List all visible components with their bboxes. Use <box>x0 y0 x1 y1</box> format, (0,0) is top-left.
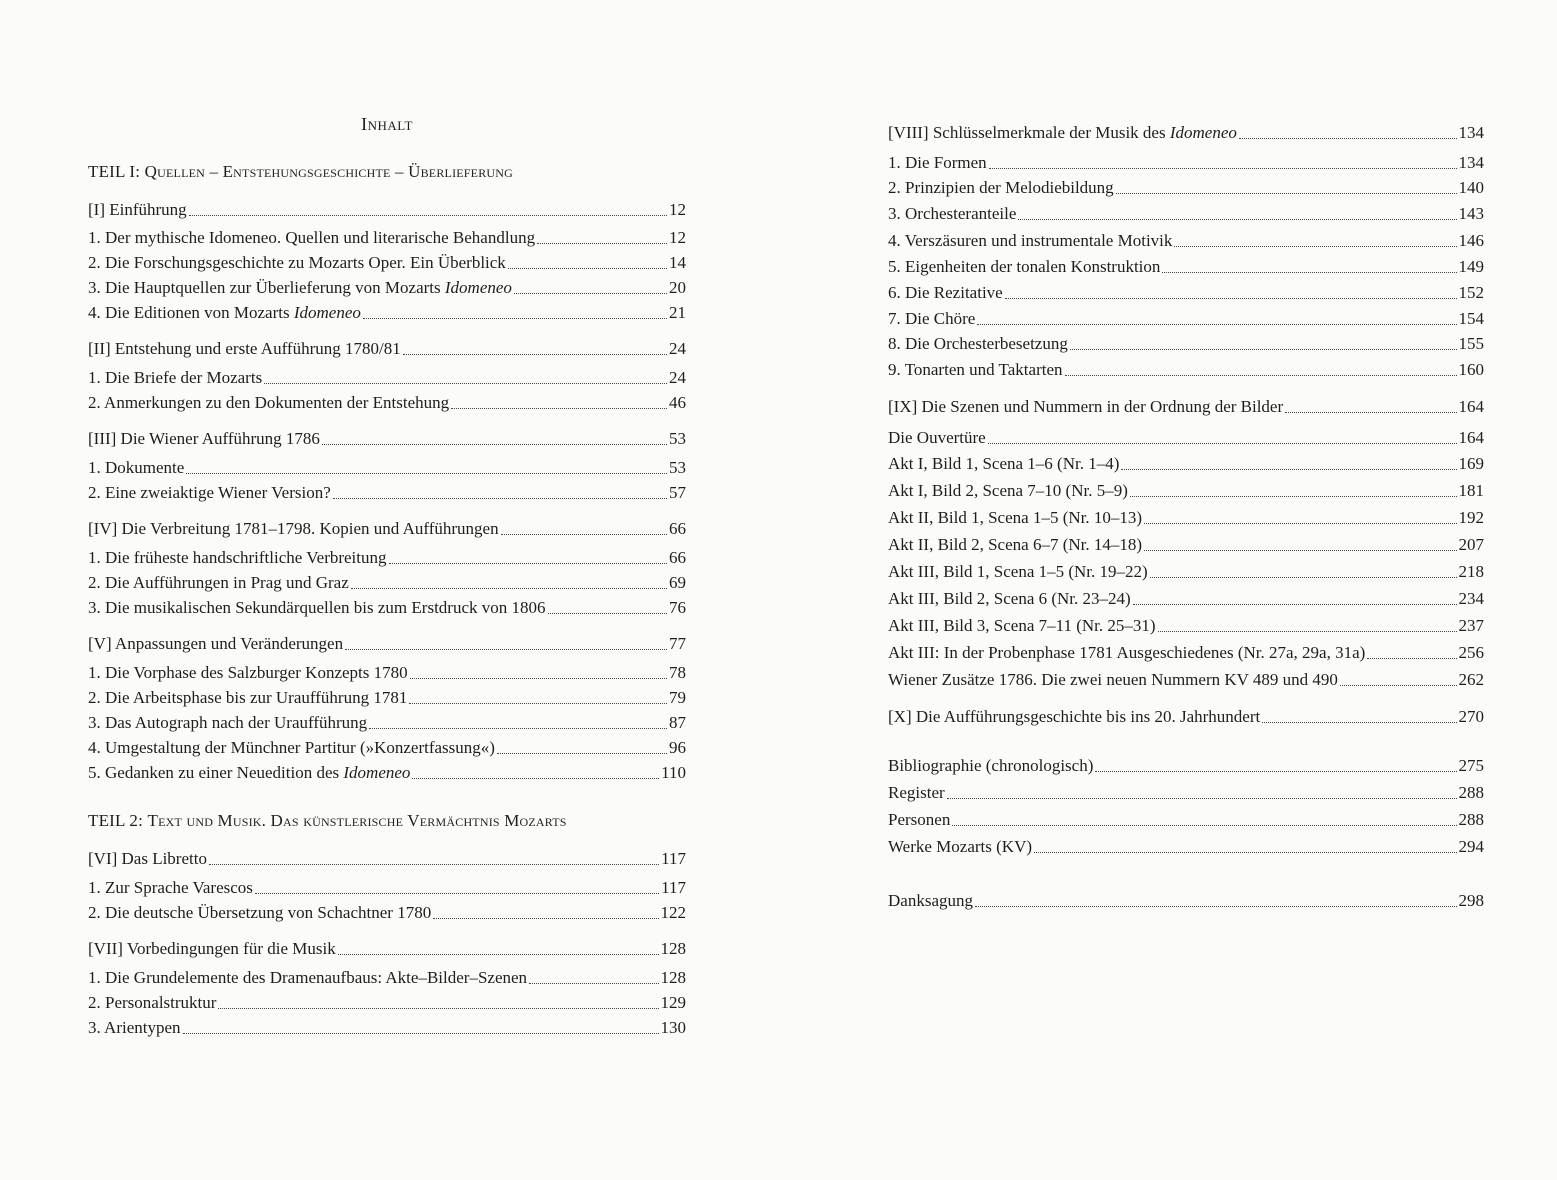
toc-entry-text: 1. Die früheste handschriftliche Verbreitung <box>88 548 387 567</box>
toc-page-number: 21 <box>669 303 686 322</box>
toc-entry <box>88 428 686 450</box>
toc-entry-text: 2. Die Arbeitsphase bis zur Uraufführung 1781 <box>88 688 408 707</box>
toc-entry-text: 2. Personalstruktur <box>88 993 217 1012</box>
toc-entry <box>88 848 686 870</box>
toc-entry <box>88 199 686 221</box>
toc-entry <box>88 712 686 734</box>
toc-entry-text: [V] Anpassungen und Veränderungen <box>88 634 344 653</box>
dot-leader <box>1144 550 1456 551</box>
dot-leader <box>345 649 667 650</box>
dot-leader <box>1158 631 1457 632</box>
toc-entry <box>888 782 1484 804</box>
toc-page-number: 164 <box>1458 397 1484 416</box>
toc-entry <box>888 333 1484 355</box>
toc-page-number: 53 <box>669 458 686 477</box>
toc-entry <box>88 662 686 684</box>
toc-entry <box>888 453 1484 475</box>
dot-leader <box>183 1033 659 1034</box>
toc-page-number: 96 <box>669 738 686 757</box>
toc-entry-title <box>88 252 506 274</box>
toc-entry <box>888 836 1484 858</box>
toc-page-number: 149 <box>1458 257 1484 276</box>
toc-page-number: 262 <box>1458 670 1484 689</box>
toc-entry-text: 1. Die Vorphase des Salzburger Konzepts 1780 <box>88 663 408 682</box>
toc-entry-text: 2. Anmerkungen zu den Dokumenten der Entstehung <box>88 393 450 412</box>
dot-leader <box>514 293 667 294</box>
dot-leader <box>333 498 667 499</box>
toc-entry <box>888 177 1484 199</box>
toc-entry <box>888 588 1484 610</box>
dot-leader <box>1162 272 1456 273</box>
dot-leader <box>1340 685 1457 686</box>
toc-page-number: 164 <box>1458 428 1484 447</box>
toc-entry-title <box>88 712 367 734</box>
dot-leader <box>218 1008 658 1009</box>
part-2-title: Text und Musik. Das künstlerische Vermächtnis Mozarts <box>147 811 567 830</box>
dot-leader <box>189 215 667 216</box>
toc-page-number: 234 <box>1458 589 1484 608</box>
toc-entry-text: [VI] Das Libretto <box>88 849 207 868</box>
toc-entry <box>88 762 686 784</box>
toc-page-number: 57 <box>669 483 686 502</box>
toc-entry <box>88 277 686 299</box>
toc-entry-title <box>88 662 408 684</box>
dot-leader <box>1095 771 1456 772</box>
dot-leader <box>1367 658 1456 659</box>
toc-entry <box>88 572 686 594</box>
toc-entry-text: [IV] Die Verbreitung 1781–1798. Kopien und Aufführungen <box>88 519 499 538</box>
toc-page-number: 76 <box>669 598 686 617</box>
toc-entry <box>88 518 686 540</box>
toc-entry-title <box>888 890 973 912</box>
toc-entry-text: Bibliographie (chronologisch) <box>888 756 1094 775</box>
toc-page-number: 288 <box>1458 810 1484 829</box>
dot-leader <box>1239 138 1457 139</box>
dot-leader <box>1005 298 1457 299</box>
toc-entry <box>888 152 1484 174</box>
part-1-heading <box>88 162 513 182</box>
title-initial: I <box>361 114 368 134</box>
toc-entry <box>888 890 1484 912</box>
toc-page-number: 288 <box>1458 783 1484 802</box>
toc-entry-text: 8. Die Orchesterbesetzung <box>888 334 1068 353</box>
toc-entry <box>88 938 686 960</box>
toc-entry <box>88 992 686 1014</box>
toc-entry-text: 3. Orchesteranteile <box>888 204 1017 223</box>
toc-entry <box>888 615 1484 637</box>
toc-page-number: 12 <box>669 228 686 247</box>
dot-leader <box>186 473 667 474</box>
toc-page-number: 87 <box>669 713 686 732</box>
toc-page-number: 298 <box>1458 891 1484 910</box>
toc-entry-text: 4. Umgestaltung der Münchner Partitur (»Konzertfassung«) <box>88 738 495 757</box>
dot-leader <box>1150 577 1457 578</box>
toc-page-number: 79 <box>669 688 686 707</box>
toc-entry-text: 1. Die Formen <box>888 153 987 172</box>
toc-entry-title <box>888 203 1016 225</box>
toc-entry-italic: Idomeneo <box>343 763 411 782</box>
toc-entry-text: 5. Eigenheiten der tonalen Konstruktion <box>888 257 1161 276</box>
dot-leader <box>508 268 667 269</box>
toc-entry-text: 4. Die Editionen von Mozarts <box>88 303 294 322</box>
toc-entry-title <box>88 877 253 899</box>
toc-page-number: 134 <box>1458 153 1484 172</box>
toc-page-number: 134 <box>1458 123 1484 142</box>
toc-entry-text: 2. Prinzipien der Melodiebildung <box>888 178 1114 197</box>
dot-leader <box>1262 722 1456 723</box>
toc-entry-title <box>888 706 1260 728</box>
toc-entry-title <box>88 992 216 1014</box>
toc-entry <box>88 302 686 324</box>
toc-entry <box>888 755 1484 777</box>
toc-entry-title <box>888 177 1114 199</box>
toc-entry-text: Personen <box>888 810 951 829</box>
toc-entry <box>888 706 1484 728</box>
toc-entry-text: [VIII] Schlüsselmerkmale der Musik des <box>888 123 1170 142</box>
toc-page-number: 155 <box>1458 334 1484 353</box>
dot-leader <box>1116 193 1457 194</box>
toc-entry-title <box>88 428 320 450</box>
toc-page-number: 20 <box>669 278 686 297</box>
toc-entry <box>888 809 1484 831</box>
toc-entry-title <box>888 588 1131 610</box>
toc-entry-text: Register <box>888 783 945 802</box>
toc-entry <box>88 877 686 899</box>
toc-entry-title <box>888 669 1338 691</box>
toc-entry-title <box>888 507 1142 529</box>
dot-leader <box>403 354 667 355</box>
toc-entry-text: 3. Die Hauptquellen zur Überlieferung von Mozarts <box>88 278 445 297</box>
toc-entry <box>88 597 686 619</box>
toc-entry <box>888 669 1484 691</box>
toc-page-number: 117 <box>661 878 686 897</box>
toc-entry-title <box>888 809 950 831</box>
toc-entry-title <box>88 392 449 414</box>
toc-entry-title <box>888 396 1283 418</box>
toc-page-number: 24 <box>669 339 686 358</box>
toc-entry <box>888 308 1484 330</box>
toc-entry-title <box>88 547 387 569</box>
toc-page-number: 181 <box>1458 481 1484 500</box>
toc-entry-title <box>88 457 184 479</box>
toc-entry <box>888 561 1484 583</box>
toc-entry-text: Akt II, Bild 1, Scena 1–5 (Nr. 10–13) <box>888 508 1143 527</box>
toc-page-number: 256 <box>1458 643 1484 662</box>
toc-entry-italic: Idomeneo <box>1169 123 1237 142</box>
dot-leader <box>338 954 659 955</box>
toc-page-number: 128 <box>660 968 686 987</box>
toc-entry-text: 3. Arientypen <box>88 1018 181 1037</box>
dot-leader <box>351 588 667 589</box>
toc-entry-text: Akt II, Bild 2, Scena 6–7 (Nr. 14–18) <box>888 535 1143 554</box>
toc-entry-text: 3. Die musikalischen Sekundärquellen bis zum Erstdruck von 1806 <box>88 598 546 617</box>
toc-entry-text: 3. Das Autograph nach der Uraufführung <box>88 713 368 732</box>
dot-leader <box>1144 523 1456 524</box>
toc-entry-title <box>88 938 336 960</box>
toc-entry <box>88 392 686 414</box>
toc-page-number: 169 <box>1458 454 1484 473</box>
toc-entry <box>888 203 1484 225</box>
title-rest: nhalt <box>367 114 413 134</box>
toc-entry-text: Werke Mozarts (KV) <box>888 837 1033 856</box>
toc-entry-text: [I] Einführung <box>88 200 187 219</box>
toc-entry-title <box>88 737 495 759</box>
toc-entry-text: 2. Die Forschungsgeschichte zu Mozarts Oper. Ein Überblick <box>88 253 506 272</box>
part-1-title: Quellen – Entstehungsgeschichte – Überlieferung <box>144 162 513 181</box>
toc-entry-title <box>88 597 546 619</box>
toc-entry-title <box>888 534 1142 556</box>
toc-page-number: 192 <box>1458 508 1484 527</box>
toc-entry-text: 1. Zur Sprache Varescos <box>88 878 253 897</box>
toc-page-number: 66 <box>669 519 686 538</box>
toc-entry <box>888 359 1484 381</box>
toc-entry-text: Akt III, Bild 1, Scena 1–5 (Nr. 19–22) <box>888 562 1148 581</box>
toc-entry-title <box>88 367 262 389</box>
toc-entry <box>888 480 1484 502</box>
toc-page-number: 69 <box>669 573 686 592</box>
toc-entry <box>88 338 686 360</box>
toc-entry-title <box>88 277 512 299</box>
toc-entry <box>88 547 686 569</box>
dot-leader <box>1285 412 1456 413</box>
dot-leader <box>529 983 658 984</box>
dot-leader <box>947 798 1457 799</box>
toc-entry-title <box>888 122 1237 144</box>
toc-entry-text: 1. Die Grundelemente des Dramenaufbaus: Akte–Bilder–Szenen <box>88 968 528 987</box>
toc-entry <box>88 902 686 924</box>
toc-page-number: 24 <box>669 368 686 387</box>
toc-entry <box>88 633 686 655</box>
toc-page-number: 66 <box>669 548 686 567</box>
toc-entry-title <box>88 227 535 249</box>
toc-entry-text: 5. Gedanken zu einer Neuedition des <box>88 763 344 782</box>
toc-entry-title <box>88 687 407 709</box>
dot-leader <box>363 318 667 319</box>
toc-entry <box>88 482 686 504</box>
toc-entry-title <box>888 453 1119 475</box>
dot-leader <box>537 243 667 244</box>
toc-entry-text: 1. Der mythische Idomeneo. Quellen und literarische Behandlung <box>88 228 536 247</box>
toc-entry-title <box>888 480 1128 502</box>
dot-leader <box>975 906 1457 907</box>
toc-entry-text: [II] Entstehung und erste Aufführung 1780/81 <box>88 339 401 358</box>
dot-leader <box>1034 852 1456 853</box>
toc-entry-text: Akt III: In der Probenphase 1781 Ausgeschiedenes (Nr. 27a, 29a, 31a) <box>888 643 1366 662</box>
toc-page-number: 46 <box>669 393 686 412</box>
dot-leader <box>209 864 659 865</box>
dot-leader <box>369 728 667 729</box>
toc-entry-title <box>888 782 945 804</box>
toc-page-number: 294 <box>1458 837 1484 856</box>
toc-entry-text: Akt III, Bild 3, Scena 7–11 (Nr. 25–31) <box>888 616 1156 635</box>
toc-page-number: 140 <box>1458 178 1484 197</box>
toc-page-number: 122 <box>660 903 686 922</box>
toc-page-number: 12 <box>669 200 686 219</box>
toc-entry-title <box>888 333 1068 355</box>
dot-leader <box>1018 219 1456 220</box>
dot-leader <box>410 678 667 679</box>
part-1-lead: TEIL I: <box>88 162 145 181</box>
dot-leader <box>1174 246 1456 247</box>
toc-entry <box>888 396 1484 418</box>
toc-page-number: 77 <box>669 634 686 653</box>
toc-entry <box>888 230 1484 252</box>
toc-entry <box>888 642 1484 664</box>
toc-entry-text: 1. Dokumente <box>88 458 185 477</box>
toc-entry-title <box>88 762 410 784</box>
part-2-heading <box>88 811 567 831</box>
toc-entry-title <box>88 1017 181 1039</box>
toc-page-number: 14 <box>669 253 686 272</box>
toc-entry-text: [VII] Vorbedingungen für die Musik <box>88 939 336 958</box>
dot-leader <box>497 753 667 754</box>
dot-leader <box>412 778 659 779</box>
toc-entry-title <box>888 359 1063 381</box>
toc-page-number: 130 <box>660 1018 686 1037</box>
toc-entry-title <box>88 338 401 360</box>
toc-entry-title <box>888 615 1156 637</box>
toc-entry-title <box>88 967 527 989</box>
toc-entry-title <box>888 755 1093 777</box>
toc-entry-title <box>888 256 1160 278</box>
toc-entry-text: 1. Die Briefe der Mozarts <box>88 368 263 387</box>
toc-entry-title <box>88 848 207 870</box>
toc-entry-text: [IX] Die Szenen und Nummern in der Ordnung der Bilder <box>888 397 1284 416</box>
toc-entry-text: 2. Die deutsche Übersetzung von Schachtner 1780 <box>88 903 432 922</box>
toc-entry-text: [III] Die Wiener Aufführung 1786 <box>88 429 320 448</box>
dot-leader <box>255 893 659 894</box>
dot-leader <box>501 534 667 535</box>
dot-leader <box>433 918 658 919</box>
toc-entry-text: 9. Tonarten und Taktarten <box>888 360 1063 379</box>
toc-entry-text: [X] Die Aufführungsgeschichte bis ins 20. Jahrhundert <box>888 707 1261 726</box>
toc-entry-title <box>888 642 1365 664</box>
toc-entry-title <box>88 199 187 221</box>
dot-leader <box>389 563 667 564</box>
dot-leader <box>977 324 1456 325</box>
toc-page-number: 207 <box>1458 535 1484 554</box>
toc-page-number: 110 <box>661 763 686 782</box>
toc-page-number: 160 <box>1458 360 1484 379</box>
toc-entry-text: Akt I, Bild 1, Scena 1–6 (Nr. 1–4) <box>888 454 1120 473</box>
dot-leader <box>989 168 1457 169</box>
toc-page-number: 129 <box>660 993 686 1012</box>
toc-entry-title <box>888 230 1172 252</box>
toc-entry <box>88 457 686 479</box>
toc-entry <box>88 227 686 249</box>
dot-leader <box>1121 469 1456 470</box>
toc-entry-text: Akt III, Bild 2, Scena 6 (Nr. 23–24) <box>888 589 1131 608</box>
dot-leader <box>988 443 1457 444</box>
toc-entry <box>888 256 1484 278</box>
dot-leader <box>1130 496 1457 497</box>
toc-entry-text: 2. Eine zweiaktige Wiener Version? <box>88 483 331 502</box>
dot-leader <box>548 613 668 614</box>
dot-leader <box>952 825 1456 826</box>
toc-entry-title <box>88 902 431 924</box>
dot-leader <box>264 383 667 384</box>
toc-entry-text: Die Ouvertüre <box>888 428 986 447</box>
toc-entry <box>88 252 686 274</box>
toc-entry-title <box>888 282 1003 304</box>
dot-leader <box>1133 604 1457 605</box>
dot-leader <box>409 703 667 704</box>
toc-entry <box>888 122 1484 144</box>
toc-page-number: 152 <box>1458 283 1484 302</box>
toc-entry-title <box>88 572 349 594</box>
toc-entry-text: Wiener Zusätze 1786. Die zwei neuen Nummern KV 489 und 490 <box>888 670 1338 689</box>
toc-entry-title <box>88 302 361 324</box>
toc-entry <box>88 367 686 389</box>
toc-page-number: 53 <box>669 429 686 448</box>
toc-entry-text: Akt I, Bild 2, Scena 7–10 (Nr. 5–9) <box>888 481 1128 500</box>
toc-page-number: 78 <box>669 663 686 682</box>
dot-leader <box>1065 375 1457 376</box>
toc-entry <box>888 507 1484 529</box>
part-2-lead: TEIL 2: <box>88 811 148 830</box>
toc-entry <box>888 427 1484 449</box>
toc-page-number: 218 <box>1458 562 1484 581</box>
toc-entry-italic: Idomeneo <box>444 278 512 297</box>
toc-entry-title <box>888 308 975 330</box>
dot-leader <box>1070 349 1457 350</box>
toc-entry-text: 2. Die Aufführungen in Prag und Graz <box>88 573 349 592</box>
toc-entry-text: 6. Die Rezitative <box>888 283 1003 302</box>
toc-entry-title <box>88 518 499 540</box>
toc-entry <box>88 687 686 709</box>
toc-entry <box>88 1017 686 1039</box>
toc-entry-italic: Idomeneo <box>293 303 361 322</box>
dot-leader <box>322 444 667 445</box>
toc-entry <box>888 534 1484 556</box>
toc-entry <box>88 967 686 989</box>
toc-page-number: 237 <box>1458 616 1484 635</box>
toc-entry-text: 7. Die Chöre <box>888 309 976 328</box>
toc-entry-title <box>888 561 1148 583</box>
toc-entry-title <box>88 482 331 504</box>
toc-entry-title <box>888 152 987 174</box>
toc-page-number: 275 <box>1458 756 1484 775</box>
toc-page-number: 117 <box>661 849 686 868</box>
toc-entry-title <box>888 427 986 449</box>
toc-page-number: 270 <box>1458 707 1484 726</box>
toc-entry-text: Danksagung <box>888 891 973 910</box>
toc-entry <box>888 282 1484 304</box>
toc-page-number: 154 <box>1458 309 1484 328</box>
toc-entry-title <box>888 836 1032 858</box>
dot-leader <box>451 408 667 409</box>
toc-entry <box>88 737 686 759</box>
page-title <box>88 114 686 135</box>
toc-entry-title <box>88 633 343 655</box>
toc-page-number: 143 <box>1458 204 1484 223</box>
toc-page-number: 128 <box>660 939 686 958</box>
toc-page-number: 146 <box>1458 231 1484 250</box>
toc-entry-text: 4. Verszäsuren und instrumentale Motivik <box>888 231 1173 250</box>
